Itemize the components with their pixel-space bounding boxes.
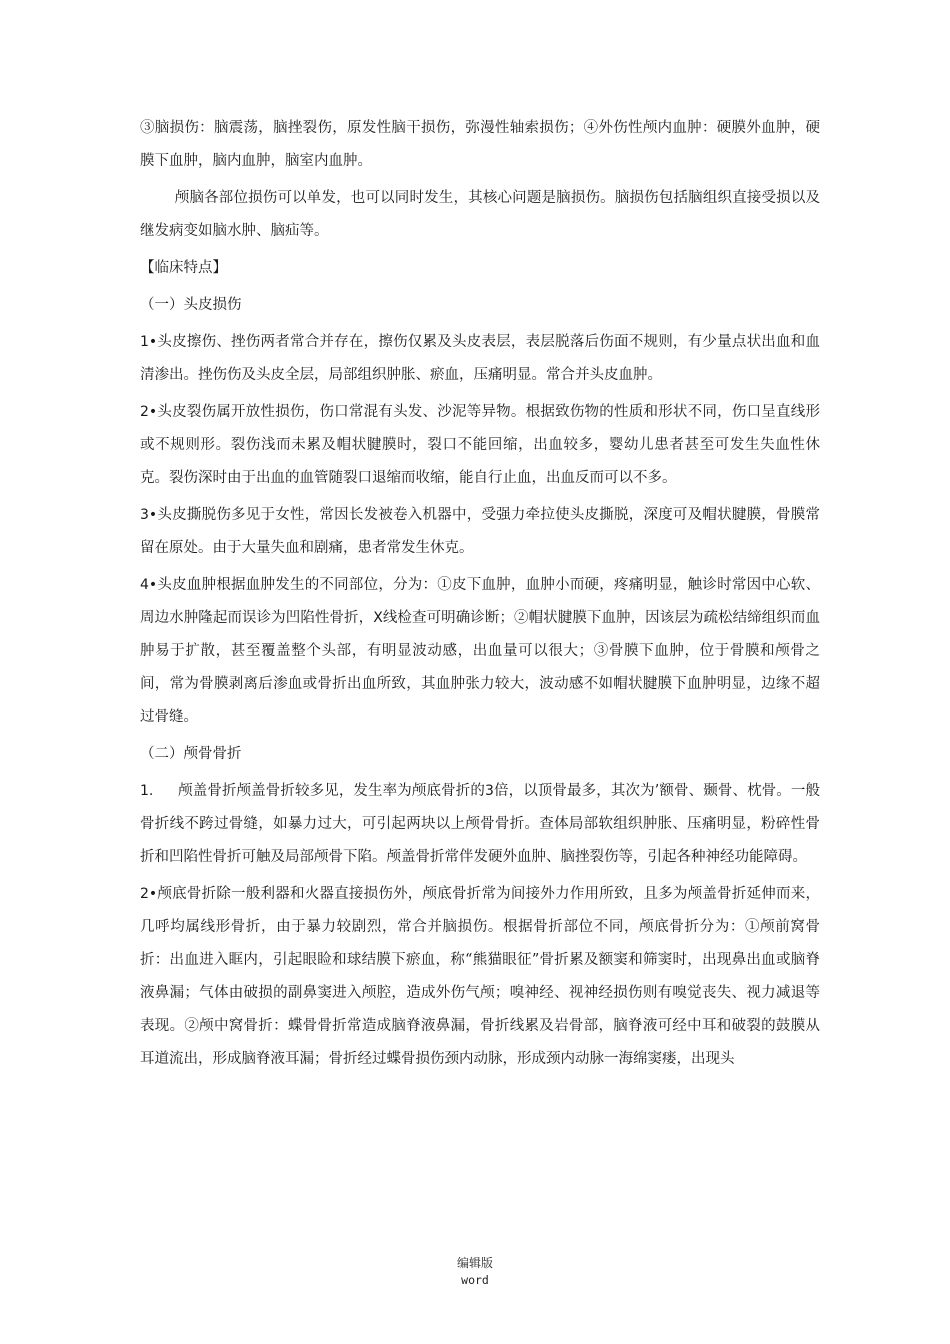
document-body: [140, 112, 820, 1076]
paragraph-text: 颅脑各部位损伤可以单发，也可以同时发生，其核心问题是脑损伤。脑损伤包括脑组织直接受损以及继发病变如脑水肿、脑疝等。: [140, 190, 820, 239]
item-text: 倍，以顶骨最多，其次为’额骨、颞骨、枕骨。一般骨折线不跨过骨缝，如暴力过大，可引起两块以上颅骨骨折。查体局部软组织肿胀、压痛明显，粉碎性骨折和凹陷性骨折可触及局部颅骨下陷。颅盖骨折常伴发硬外血肿、脑挫裂伤等，引起各种神经功能障碍。: [140, 783, 821, 865]
item-text: 线检查可明确诊断；②帽状腱膜下血肿，因该层为疏松结缔组织而血肿易于扩散，甚至覆盖整个头部，有明显波动感，出血量可以很大；③骨膜下血肿，位于骨膜和颅骨之间，常为骨膜剥离后渗血或骨折出血所致，其血肿张力较大，波动感不如帽状腱膜下血肿明显，边缘不超过骨缝。: [140, 610, 821, 725]
paragraph-text: ③脑损伤：脑震荡，脑挫裂伤，原发性脑干损伤，弥漫性轴索损伤；④外伤性颅内血肿：硬膜外血肿，硬膜下血肿，脑内血肿，脑室内血肿。: [140, 120, 820, 169]
item-number: 2•: [140, 404, 158, 420]
item-text: 颅盖骨折颅盖骨折较多见，发生率为颅底骨折的: [178, 783, 485, 799]
item-scalp-abrasion: [140, 326, 820, 392]
item-scalp-avulsion: [140, 499, 820, 565]
item-number: 2•: [140, 886, 158, 902]
paragraph-core-problem: [140, 182, 820, 248]
item-text-x: X: [373, 610, 383, 626]
heading-text: （一）头皮损伤: [140, 297, 242, 313]
item-scalp-laceration: [140, 396, 820, 495]
item-text: 头皮裂伤属开放性损伤，伤口常混有头发、沙泥等异物。根据致伤物的性质和形状不同，伤口呈直线形或不规则形。裂伤浅而未累及帽状腱膜时，裂口不能回缩，出血较多，婴幼儿患者甚至可发生失血性休克。裂伤深时由于出血的血管随裂口退缩而收缩，能自行止血，出血反而可以不多。: [140, 404, 820, 486]
heading-skull-fracture: [140, 738, 820, 771]
heading-clinical-features: [140, 252, 820, 285]
item-number: 1•: [140, 334, 158, 350]
heading-scalp-injury: [140, 289, 820, 322]
item-text: 头皮血肿根据血肿发生的不同部位，分为：①皮下血肿，血肿小而硬，疼痛明显，触诊时常因中心软、周边水肿隆起而误诊为凹陷性骨折，: [140, 577, 820, 626]
footer-word: word: [461, 1273, 489, 1287]
item-text-number: 3: [484, 783, 494, 799]
item-text: 颅底骨折除一般利器和火器直接损伤外，颅底骨折常为间接外力作用所致，且多为颅盖骨折延伸而来，几呼均属线形骨折，由于暴力较剧烈，常合并脑损伤。根据骨折部位不同，颅底骨折分为：①颅前窝骨折：出血进入眶内，引起眼睑和球结膜下瘀血，称“熊猫眼征”骨折累及额窦和筛窦时，出现鼻出血或脑脊液鼻漏；气体由破损的副鼻窦进入颅腔，造成外伤气颅；嗅神经、视神经损伤则有嗅觉丧失、视力减退等表现。②颅中窝骨折：蝶骨骨折常造成脑脊液鼻漏，骨折线累及岩骨部，脑脊液可经中耳和破裂的鼓膜从耳道流出，形成脑脊液耳漏；骨折经过蝶骨损伤颈内动脉，形成颈内动脉一海绵窦瘘，出现头: [140, 886, 820, 1067]
heading-text: （二）颅骨骨折: [140, 746, 242, 762]
item-scalp-hematoma: [140, 569, 820, 734]
item-number: 4•: [140, 577, 158, 593]
footer-label: 编辑版: [456, 1256, 493, 1270]
paragraph-brain-injury-types: [140, 112, 820, 178]
item-skull-base-fracture: [140, 878, 820, 1076]
item-text: 头皮撕脱伤多见于女性，常因长发被卷入机器中，受强力牵拉使头皮撕脱，深度可及帽状腱膜，骨膜常留在原处。由于大量失血和剧痛，患者常发生休克。: [140, 507, 820, 556]
item-number: 1.: [140, 783, 154, 799]
item-number: 3•: [140, 507, 158, 523]
item-skull-vault-fracture: [140, 775, 820, 874]
page-footer: [0, 1255, 950, 1289]
item-text: 头皮擦伤、挫伤两者常合并存在，擦伤仅累及头皮表层，表层脱落后伤面不规则，有少量点状出血和血清渗出。挫伤伤及头皮全层，局部组织肿胀、瘀血，压痛明显。常合并头皮血肿。: [140, 334, 820, 383]
heading-text: 【临床特点】: [140, 260, 227, 276]
